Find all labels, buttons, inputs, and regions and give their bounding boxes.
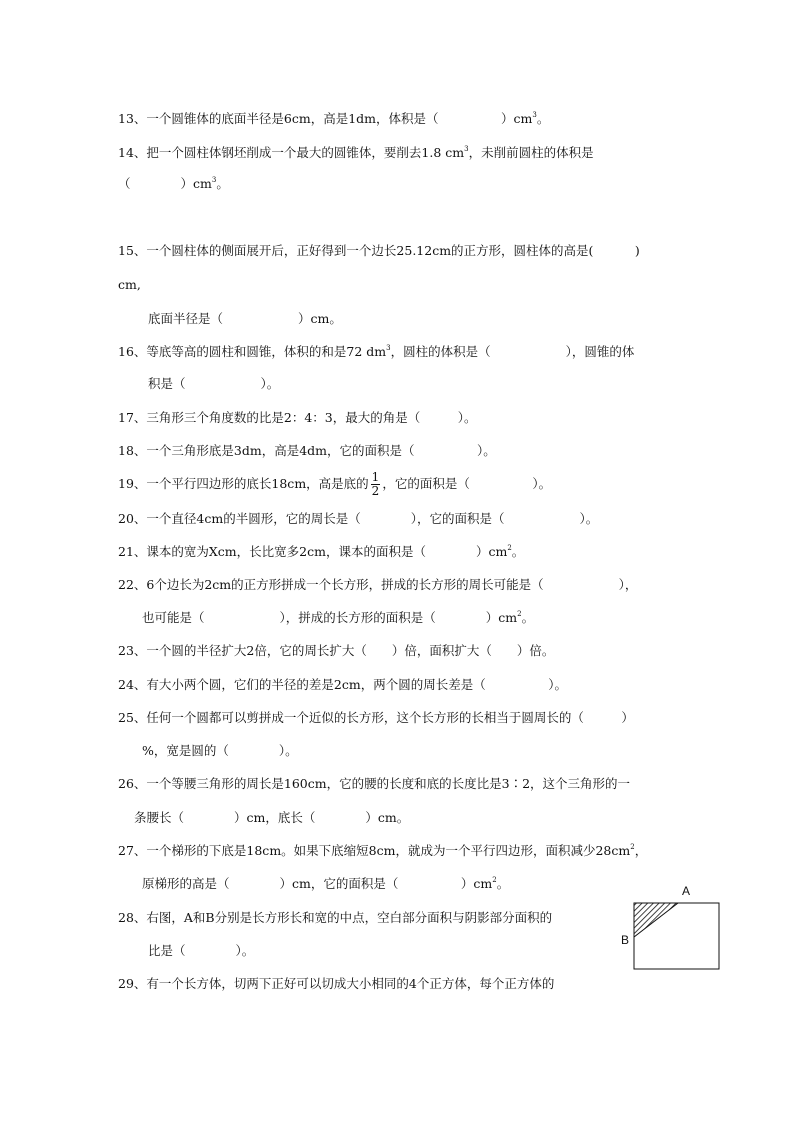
question-25-line2: %，宽是圆的（ ）。 [142,743,298,758]
rectangle-figure [608,880,738,980]
question-24: 24、有大小两个圆，它们的半径的差是2cm，两个圆的周长差是（ ）。 [118,677,567,692]
fraction-one-half: $\frac{1}{2}$ [371,470,380,498]
question-14-line1: 14、把一个圆柱体钢坯削成一个最大的圆锥体，要削去1.8 $cm^3$，未削前圆柱的体积是 [118,145,594,160]
question-27-line1: 27、一个梯形的下底是18cm。如果下底缩短8cm，就成为一个平行四边形，面积减少$28cm^2$， [118,843,648,858]
question-29: 29、有一个长方体，切两下正好可以切成大小相同的4个正方体，每个正方体的 [118,976,555,991]
question-16-line2: 积是（ ）。 [148,376,280,391]
question-27-line2: 原梯形的高是（ ）cm，它的面积是（ ）$cm^2$。 [142,876,510,891]
question-28-line1: 28、右图，A和B分别是长方形长和宽的中点，空白部分面积与阴影部分面积的 [118,910,553,925]
question-20: 20、一个直径4cm的半圆形，它的周长是（ ），它的面积是（ ）。 [118,511,599,526]
label-a: A [682,884,691,898]
question-13: 13、一个圆锥体的底面半径是6cm，高是1dm，体积是（ ）$cm^3$。 [118,111,550,126]
question-22-line1: 22、6个边长为2cm的正方形拼成一个长方形，拼成的长方形的周长可能是（ ）， [118,577,638,592]
question-26-line2: 条腰长（ ）cm，底长（ ）cm。 [134,810,410,825]
question-19: 19、一个平行四边形的底长18cm，高是底的 $\frac{1}{2}$ ，它的面积是（ ）。 [118,470,552,498]
question-15-line2: cm, [118,277,141,292]
label-b: B [621,933,630,947]
question-18: 18、一个三角形底是3dm，高是4dm，它的面积是（ ）。 [118,443,496,458]
question-25-line1: 25、任何一个圆都可以剪拼成一个近似的长方形，这个长方形的长相当于圆周长的（ ） [118,710,634,725]
question-22-line2: 也可能是（ ），拼成的长方形的面积是（ ）$cm^2$。 [142,610,535,625]
question-23: 23、一个圆的半径扩大2倍，它的周长扩大（ ）倍，面积扩大（ ）倍。 [118,643,555,658]
question-26-line1: 26、一个等腰三角形的周长是160cm，它的腰的长度和底的长度比是3∶2，这个三角形的一 [118,776,631,791]
question-15-line3: 底面半径是（ ）cm。 [148,311,342,326]
question-14-line2: （ ）$cm^3$。 [118,176,229,191]
question-17: 17、三角形三个角度数的比是2：4：3，最大的角是（ ）。 [118,410,477,425]
question-15-line1: 15、一个圆柱体的侧面展开后，正好得到一个边长25.12cm的正方形，圆柱体的高是( ) [118,243,640,258]
question-16-line1: 16、等底等高的圆柱和圆锥，体积的和是72 $dm^3$，圆柱的体积是（ ），圆锥的体 [118,344,635,359]
question-28-line2: 比是（ ）。 [148,943,255,958]
question-21: 21、课本的宽为Xcm，长比宽多2cm，课本的面积是（ ）$cm^2$。 [118,544,525,559]
